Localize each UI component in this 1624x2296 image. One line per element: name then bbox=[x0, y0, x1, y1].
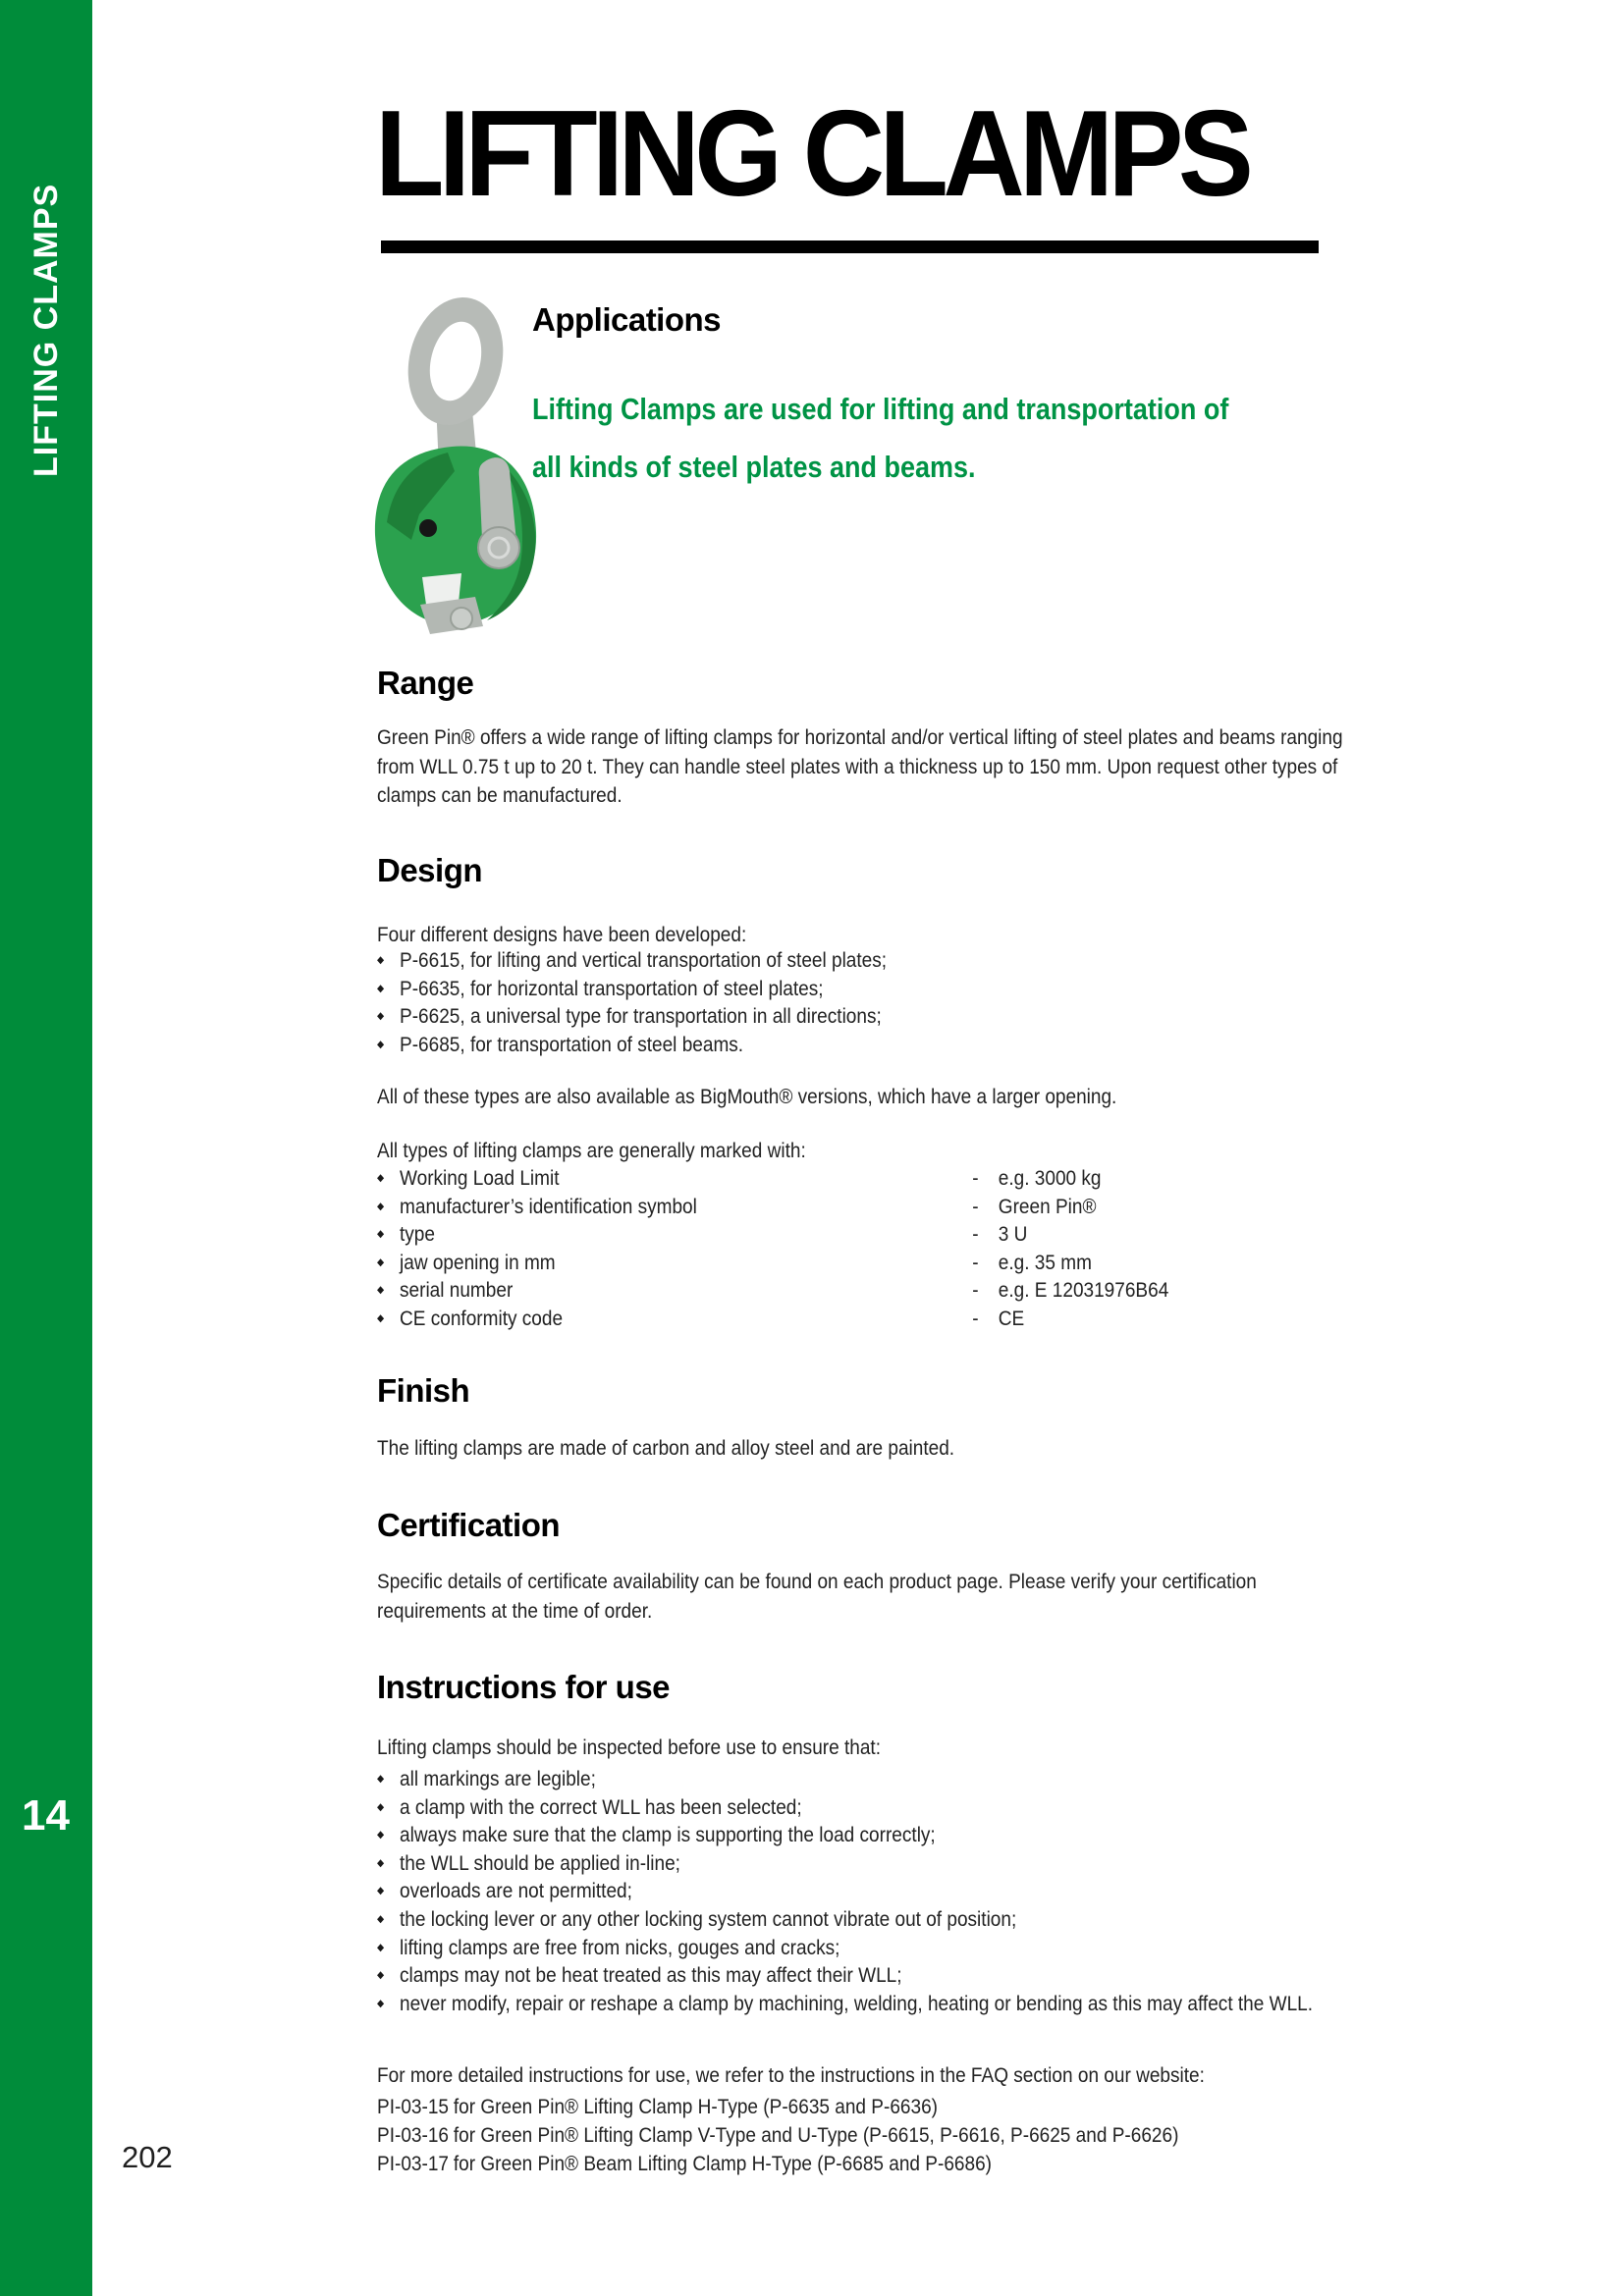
marking-label: Working Load Limit bbox=[400, 1166, 560, 1190]
marking-label: serial number bbox=[400, 1278, 514, 1303]
marking-item bbox=[377, 1249, 1346, 1277]
faq-note: For more detailed instructions for use, we refer to the instructions in the FAQ section on our website: bbox=[377, 2063, 1205, 2087]
marking-label: manufacturer’s identification symbol bbox=[400, 1194, 697, 1218]
instruction-item: ◆ lifting clamps are free from nicks, gouges and cracks; bbox=[377, 1934, 1346, 1962]
applications-text-line: all kinds of steel plates and beams. bbox=[532, 451, 976, 484]
bullet-icon: ◆ bbox=[377, 1010, 385, 1023]
design-heading: Design bbox=[377, 852, 483, 888]
design-type-item: ◆ P-6615, for lifting and vertical transportation of steel plates; bbox=[377, 946, 1346, 975]
markings-list bbox=[377, 1164, 1346, 1333]
marking-item bbox=[377, 1220, 1346, 1249]
bullet-icon: ◆ bbox=[377, 1856, 385, 1869]
bullet-icon: ◆ bbox=[377, 982, 385, 994]
marking-label: type bbox=[400, 1222, 435, 1247]
markings-intro: All types of lifting clamps are generally marked with: bbox=[377, 1139, 806, 1162]
certification-heading: Certification bbox=[377, 1507, 561, 1543]
instructions-intro: Lifting clamps should be inspected before use to ensure that: bbox=[377, 1735, 882, 1759]
certification-paragraph: Specific details of certificate availability can be found on each product page. Please verify your certification requirements at the time of order. bbox=[377, 1570, 1257, 1623]
clamp-hole bbox=[419, 519, 437, 537]
applications-text-line: Lifting Clamps are used for lifting and transportation of bbox=[532, 393, 1229, 426]
bullet-icon: ◆ bbox=[377, 1200, 385, 1212]
marking-label: jaw opening in mm bbox=[400, 1250, 556, 1274]
marking-example: e.g. 35 mm bbox=[998, 1250, 1092, 1274]
reference-item bbox=[377, 2150, 1346, 2178]
bullet-icon: ◆ bbox=[377, 1969, 385, 1982]
marking-example: 3 U bbox=[998, 1222, 1028, 1247]
design-type-item: ◆ P-6625, a universal type for transportation in all directions; bbox=[377, 1002, 1346, 1031]
reference-description: for Green Pin® Lifting Clamp H-Type (P-6635 and P-6636) bbox=[453, 2095, 939, 2118]
reference-code: PI-03-15 bbox=[377, 2095, 449, 2118]
applications-text bbox=[532, 381, 1315, 497]
instruction-item: ◆ never modify, repair or reshape a clamp by machining, welding, heating or bending as this may affect the WLL. bbox=[377, 1990, 1346, 2018]
bullet-icon: ◆ bbox=[377, 1773, 385, 1785]
dash-separator: - bbox=[972, 1278, 979, 1303]
reference-code: PI-03-17 bbox=[377, 2152, 449, 2175]
applications-heading: Applications bbox=[532, 301, 722, 338]
dash-separator: - bbox=[972, 1250, 979, 1274]
instructions-heading: Instructions for use bbox=[377, 1669, 671, 1705]
lifting-clamp-product-image bbox=[357, 285, 549, 636]
bullet-icon: ◆ bbox=[377, 1038, 385, 1050]
finish-paragraph: The lifting clamps are made of carbon and alloy steel and are painted. bbox=[377, 1436, 955, 1460]
sidebar-chapter-label: LIFTING CLAMPS bbox=[27, 183, 65, 477]
finish-heading: Finish bbox=[377, 1372, 470, 1409]
instruction-item: ◆ all markings are legible; bbox=[377, 1765, 1346, 1793]
bullet-icon: ◆ bbox=[377, 1912, 385, 1925]
design-type-list bbox=[377, 946, 1346, 1058]
dash-separator: - bbox=[972, 1222, 979, 1247]
bullet-icon: ◆ bbox=[377, 1228, 385, 1241]
bullet-icon: ◆ bbox=[377, 1829, 385, 1842]
clamp-lever-pivot bbox=[478, 527, 519, 568]
dash-separator: - bbox=[972, 1306, 979, 1330]
design-intro: Four different designs have been developed: bbox=[377, 923, 747, 946]
clamp-illustration bbox=[357, 285, 549, 636]
marking-item bbox=[377, 1164, 1346, 1193]
bullet-icon: ◆ bbox=[377, 1997, 385, 2009]
dash-separator: - bbox=[972, 1194, 979, 1218]
marking-example: CE bbox=[998, 1306, 1025, 1330]
instruction-item: ◆ overloads are not permitted; bbox=[377, 1877, 1346, 1905]
chapter-number: 14 bbox=[22, 1791, 70, 1840]
bullet-icon: ◆ bbox=[377, 1172, 385, 1184]
bullet-icon: ◆ bbox=[377, 954, 385, 966]
clamp-lifting-eye bbox=[395, 288, 515, 436]
marking-example: Green Pin® bbox=[998, 1194, 1097, 1218]
marking-item bbox=[377, 1276, 1346, 1305]
dash-separator: - bbox=[972, 1166, 979, 1190]
reference-item bbox=[377, 2093, 1346, 2121]
bullet-icon: ◆ bbox=[377, 1311, 385, 1324]
reference-description: for Green Pin® Beam Lifting Clamp H-Type (P-6685 and P-6686) bbox=[453, 2152, 992, 2175]
reference-description: for Green Pin® Lifting Clamp V-Type and U-Type (P-6615, P-6616, P-6625 and P-6626) bbox=[453, 2123, 1179, 2147]
marking-label: CE conformity code bbox=[400, 1306, 564, 1330]
bullet-icon: ◆ bbox=[377, 1941, 385, 1953]
chapter-sidebar bbox=[0, 0, 92, 2296]
design-type-item: ◆ P-6685, for transportation of steel beams. bbox=[377, 1031, 1346, 1059]
reference-list bbox=[377, 2093, 1346, 2178]
design-type-item: ◆ P-6635, for horizontal transportation of steel plates; bbox=[377, 975, 1346, 1003]
instruction-item: ◆ the WLL should be applied in-line; bbox=[377, 1849, 1346, 1878]
reference-item bbox=[377, 2121, 1346, 2150]
reference-code: PI-03-16 bbox=[377, 2123, 449, 2147]
bullet-icon: ◆ bbox=[377, 1255, 385, 1268]
bullet-icon: ◆ bbox=[377, 1800, 385, 1813]
clamp-jaw-pin bbox=[451, 608, 472, 629]
instruction-item: ◆ clamps may not be heat treated as this may affect their WLL; bbox=[377, 1961, 1346, 1990]
instruction-item: ◆ a clamp with the correct WLL has been selected; bbox=[377, 1793, 1346, 1822]
marking-example: e.g. 3000 kg bbox=[998, 1166, 1102, 1190]
marking-item bbox=[377, 1193, 1346, 1221]
page-title: LIFTING CLAMPS bbox=[375, 86, 1249, 222]
marking-item bbox=[377, 1305, 1346, 1333]
bigmouth-note: All of these types are also available as BigMouth® versions, which have a larger opening. bbox=[377, 1085, 1117, 1108]
bullet-icon: ◆ bbox=[377, 1885, 385, 1897]
instructions-check-list bbox=[377, 1765, 1346, 2017]
instruction-item: ◆ the locking lever or any other locking system cannot vibrate out of position; bbox=[377, 1905, 1346, 1934]
title-underline bbox=[381, 240, 1319, 253]
range-heading: Range bbox=[377, 665, 474, 701]
marking-example: e.g. E 12031976B64 bbox=[998, 1278, 1169, 1303]
bullet-icon: ◆ bbox=[377, 1284, 385, 1297]
instruction-item: ◆ always make sure that the clamp is supporting the load correctly; bbox=[377, 1821, 1346, 1849]
page-number: 202 bbox=[122, 2140, 173, 2174]
range-paragraph: Green Pin® offers a wide range of lifting clamps for horizontal and/or vertical lifting of steel plates and beams ranging from WLL 0.75 t up to 20 t. They can handle steel plates with a thickness up to 150 mm. Upon request other types of clamps can be manufactured. bbox=[377, 725, 1343, 807]
